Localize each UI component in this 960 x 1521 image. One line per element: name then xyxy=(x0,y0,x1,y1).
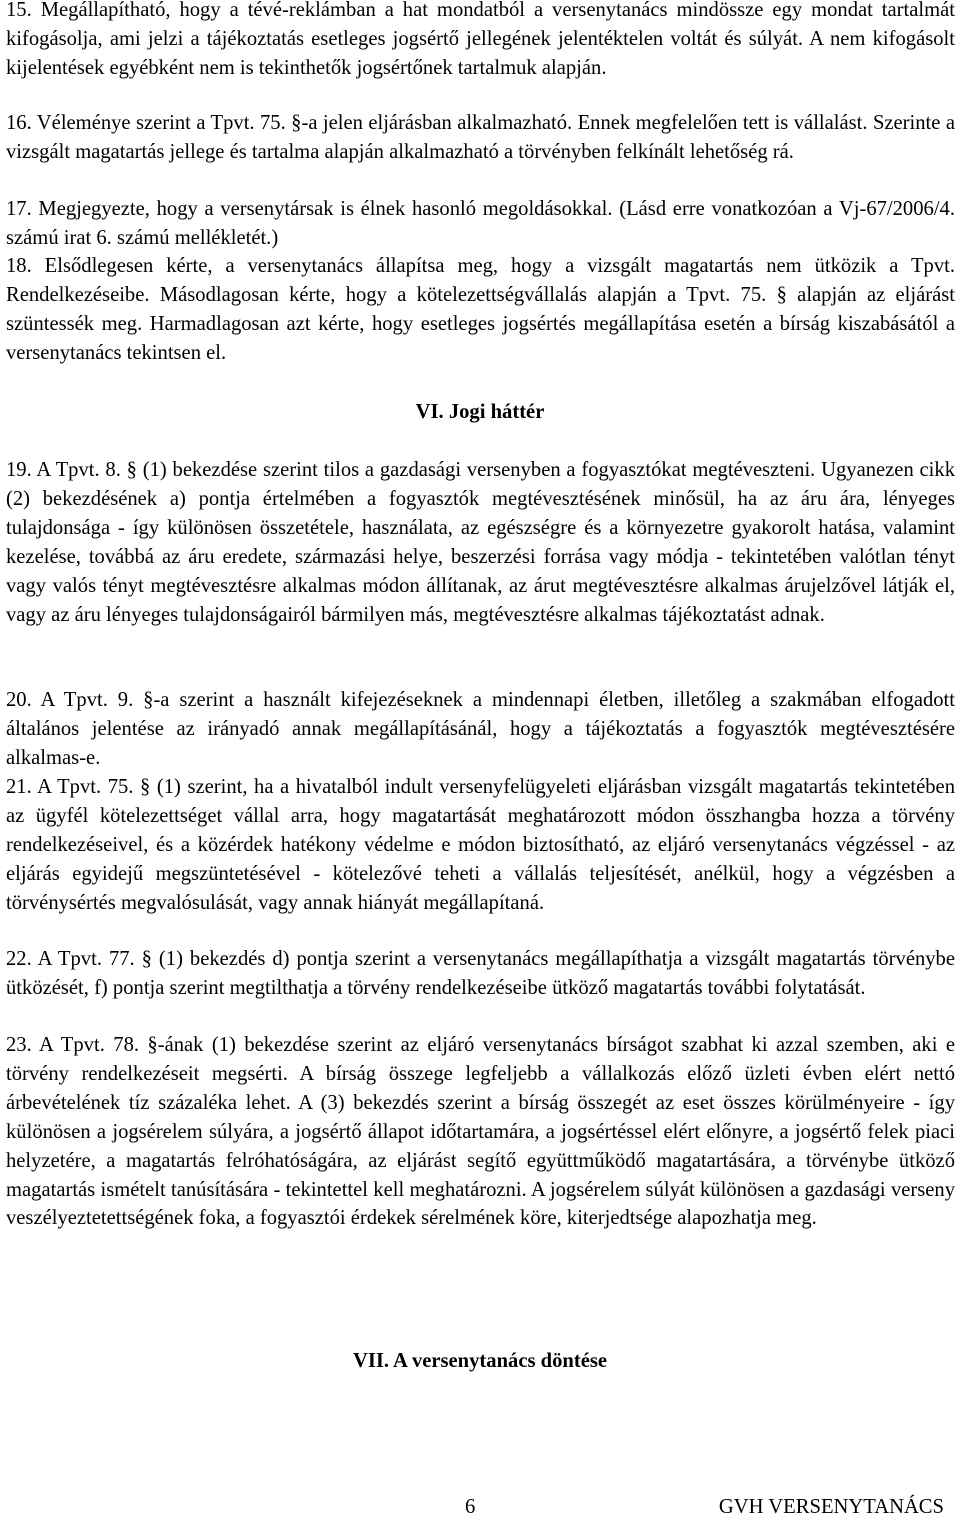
paragraph-19: 19. A Tpvt. 8. § (1) bekezdése szerint tilos a gazdasági versenyben a fogyasztókat megtéveszteni. Ugyanezen cikk (2) bekezdésének a) pontja értelmében a fogyasztók megtévesztésének minősül, ha az áru ára, lényeges tulajdonsága - így különösen összetétele, használata, az egészségre és a környezetre gyakorolt hatása, valamint kezelése, továbbá az áru eredete, származási helye, beszerzési forrása vagy módja - tekintetében valótlan tényt vagy valós tényt megtévesztésre alkalmas módon állítanak, az árut megtévesztésre alkalmas árujelzővel látják el, vagy az áru lényeges tulajdonságairól bármilyen más, megtévesztésre alkalmas tájékoztatást adnak. xyxy=(6,459,955,626)
page-number: 6 xyxy=(465,1496,476,1518)
paragraph-17: 17. Megjegyezte, hogy a versenytársak is élnek hasonló megoldásokkal. (Lásd erre vonatkozóan a Vj-67/2006/4. számú irat 6. számú mellékletét.) xyxy=(6,198,955,249)
section-heading-vii: VII. A versenytanács döntése xyxy=(353,1350,607,1372)
paragraph-20: 20. A Tpvt. 9. §-a szerint a használt kifejezéseknek a mindennapi életben, illetőleg a szakmában elfogadott általános jelentése az irányadó annak megállapításánál, hogy a tájékoztatás a fogyasztók megtévesztésére alkalmas-e. xyxy=(6,689,955,769)
footer-organization: GVH VERSENYTANÁCS xyxy=(718,1496,944,1518)
paragraph-22: 22. A Tpvt. 77. § (1) bekezdés d) pontja szerint a versenytanács megállapíthatja a vizsgált magatartás törvénybe ütközését, f) pontja szerint megtilthatja a törvény rendelkezéseibe ütköző magatartás további folytatását. xyxy=(6,948,955,999)
section-heading-vi: VI. Jogi háttér xyxy=(415,401,545,423)
paragraph-18: 18. Elsődlegesen kérte, a versenytanács állapítsa meg, hogy a vizsgált magatartás nem ütközik a Tpvt. Rendelkezéseibe. Másodlagosan kérte, hogy a kötelezettségvállalás alapján a Tpvt. 75. § alapján az eljárást szüntessék meg. Harmadlagosan azt kérte, hogy esetleges jogsértés megállapítása esetén a bírság kiszabásától a versenytanács tekintsen el. xyxy=(6,255,955,364)
paragraph-15: 15. Megállapítható, hogy a tévé-reklámban a hat mondatból a versenytanács mindössze egy mondat tartalmát kifogásolja, ami jelzi a tájékoztatás esetleges jogsértő jellegének jelentéktelen voltát és súlyát. A nem kifogásolt kijelentések egyébként nem is tekinthetők jogsértőnek tartalmuk alapján. xyxy=(6,0,955,79)
paragraph-16: 16. Véleménye szerint a Tpvt. 75. §-a jelen eljárásban alkalmazható. Ennek megfelelően tett is vállalást. Szerinte a vizsgált magatartás jellege és tartalma alapján alkalmazható a törvényben felkínált lehetőség rá. xyxy=(6,112,955,163)
paragraph-23: 23. A Tpvt. 78. §-ának (1) bekezdése szerint az eljáró versenytanács bírságot szabhat ki azzal szemben, aki e törvény rendelkezéseit megsérti. A bírság összege legfeljebb a vállalkozás előző üzleti évben elért nettó árbevételének tíz százaléka lehet. A (3) bekezdés szerint a bírság összegét az eset összes körülményeire - így különösen a jogsérelem súlyára, a jogsértő állapot időtartamára, a jogsértéssel elért előnyre, a jogsértő felek piaci helyzetére, a magatartás felróhatóságára, az eljárást segítő együttműködő magatartására, a törvénybe ütköző magatartás ismételt tanúsítására - tekintettel kell meghatározni. A jogsérelem súlyát különösen a gazdasági verseny veszélyeztetettségének foka, a fogyasztói érdekek sérelmének köre, kiterjedtsége alapozhatja meg. xyxy=(6,1034,955,1230)
paragraph-21: 21. A Tpvt. 75. § (1) szerint, ha a hivatalból indult versenyfelügyeleti eljárásban vizsgált magatartás tekintetében az ügyfél kötelezettséget vállal arra, hogy magatartását meghatározott módon összhangba hozza a törvény rendelkezéseivel, és a közérdek hatékony védelme e módon biztosítható, az eljáró versenytanács végzéssel - az eljárás egyidejű megszüntetésével - kötelezővé teheti a vállalás teljesítését, anélkül, hogy a végzésben a törvénysértés megvalósulását, vagy annak hiányát megállapítaná. xyxy=(6,776,955,914)
